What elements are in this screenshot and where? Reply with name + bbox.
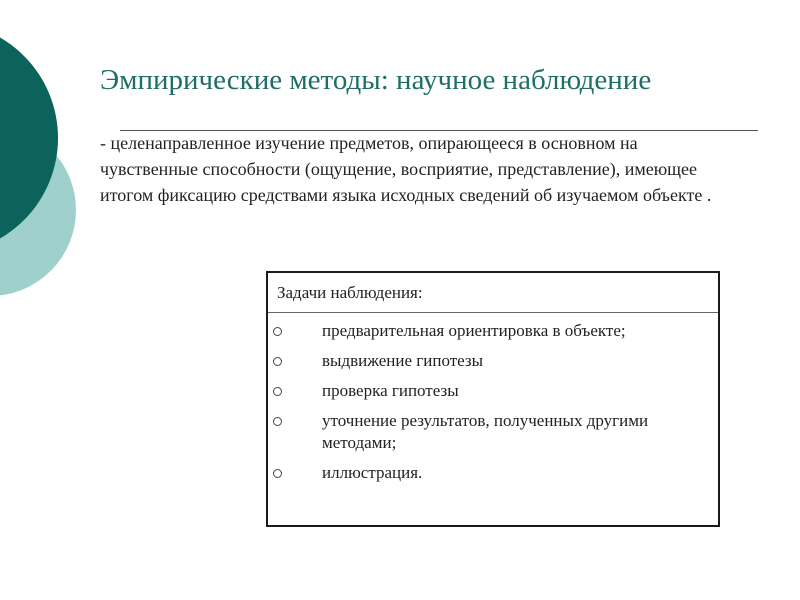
task-text: проверка гипотезы [322,381,459,400]
hollow-circle-bullet-icon [273,357,282,366]
task-text: уточнение результатов, полученных другими методами; [322,411,649,452]
list-item [268,320,718,342]
list-item [268,410,718,454]
list-item [268,462,718,484]
hollow-circle-bullet-icon [273,469,282,478]
tasks-header: Задачи наблюдения: [268,273,718,313]
definition-text: - целенаправленное изучение предметов, опирающееся в основном на чувственные способности (ощущение, восприятие, представление), имеющее итогом фиксацию средствами языка исходных сведений об изучаемом объекте . [100,133,712,205]
task-text: иллюстрация. [322,463,423,482]
task-text: выдвижение гипотезы [322,351,484,370]
task-text: предварительная ориентировка в объекте; [322,321,626,340]
hollow-circle-bullet-icon [273,417,282,426]
tasks-table [266,271,720,527]
hollow-circle-bullet-icon [273,387,282,396]
tasks-list [268,313,718,484]
list-item [268,380,718,402]
hollow-circle-bullet-icon [273,327,282,336]
slide-title: Эмпирические методы: научное наблюдение [100,64,652,96]
list-item [268,350,718,372]
